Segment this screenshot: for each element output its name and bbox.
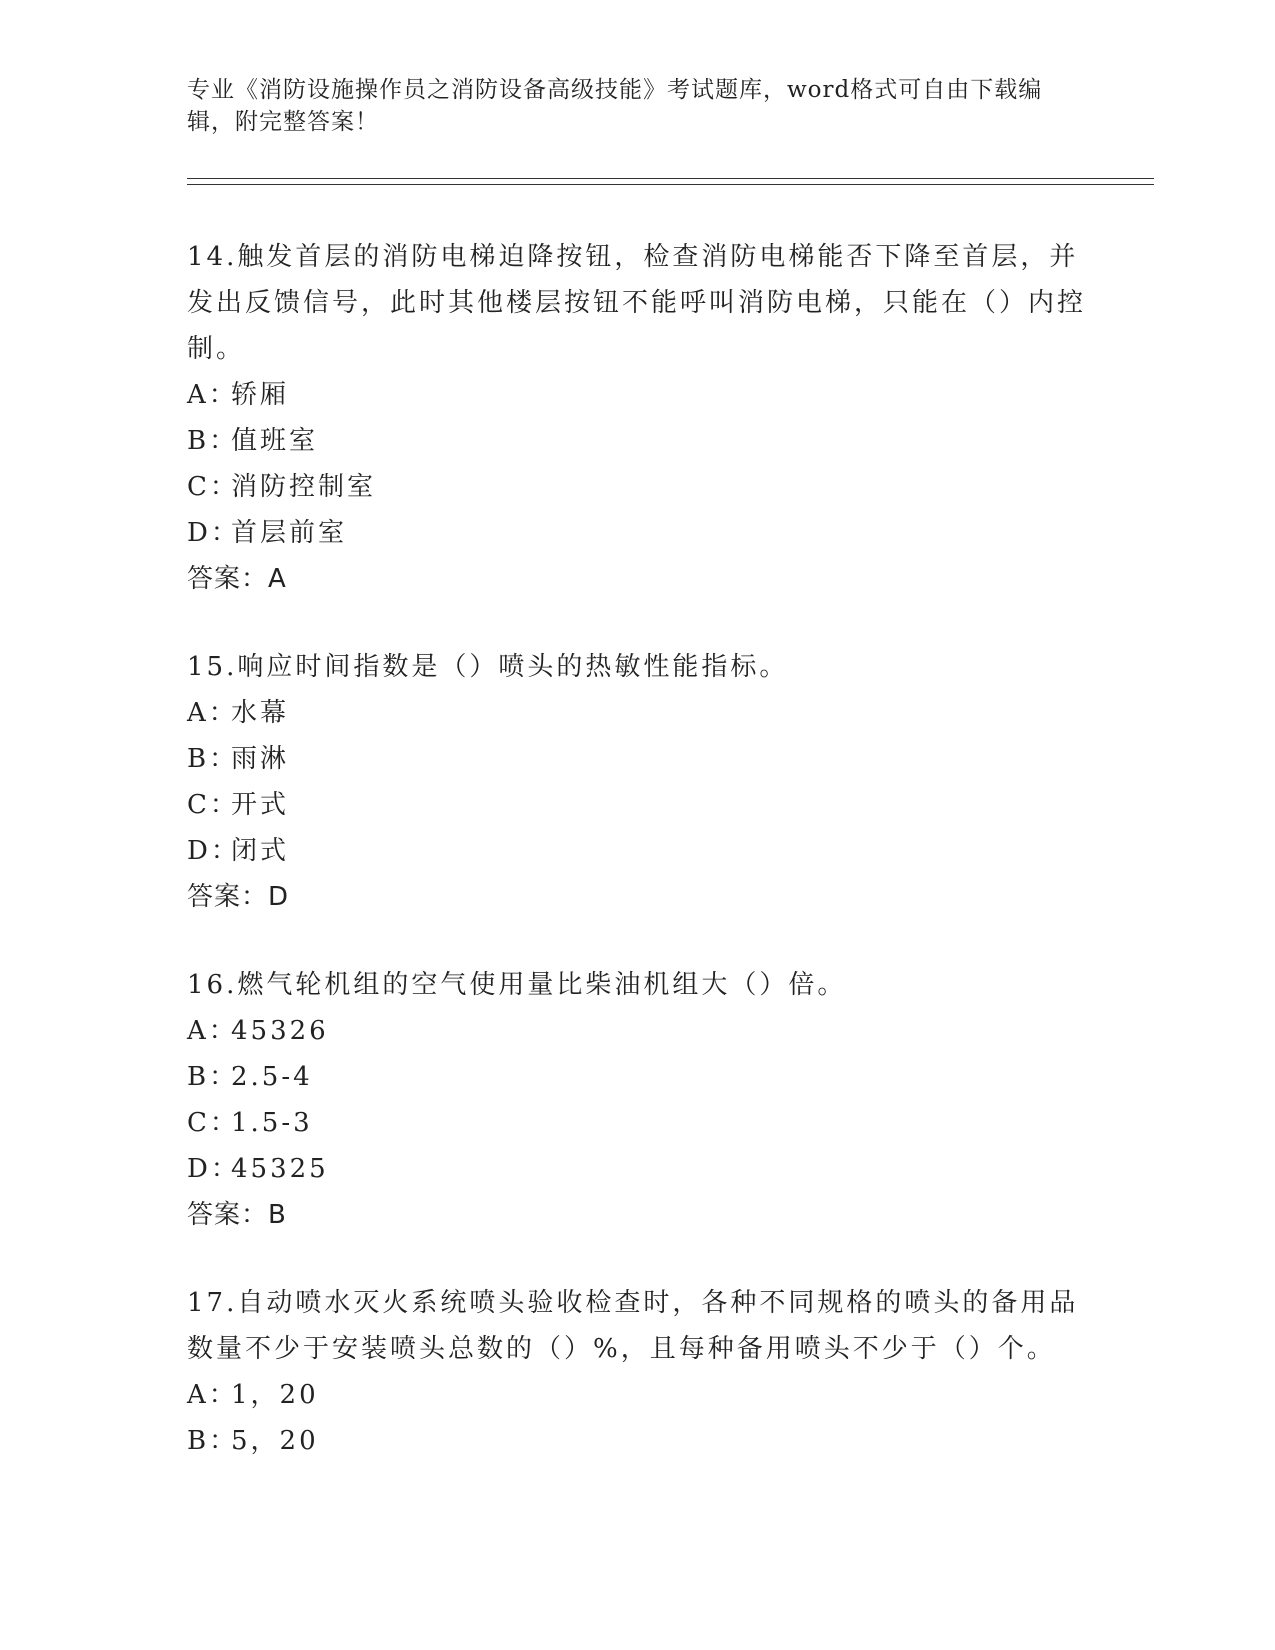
option-text: 1，20 — [231, 1380, 319, 1410]
option-text: 消防控制室 — [231, 472, 377, 502]
option-text: 5，20 — [231, 1426, 319, 1456]
option-text: 2.5-4 — [231, 1062, 313, 1092]
option-c — [187, 782, 1087, 828]
option-text: 值班室 — [231, 426, 319, 456]
question-list — [187, 234, 1087, 1506]
option-text: 45326 — [231, 1016, 329, 1046]
option-a — [187, 690, 1087, 736]
header-divider — [187, 178, 1154, 185]
question-stem: 15.响应时间指数是（）喷头的热敏性能指标。 — [187, 652, 789, 682]
answer-line: 答案：D — [187, 882, 290, 912]
question-14 — [187, 234, 1087, 602]
option-letter: C： — [187, 1108, 239, 1138]
option-letter: D： — [187, 518, 240, 548]
option-letter: D： — [187, 836, 240, 866]
question-stem: 16.燃气轮机组的空气使用量比柴油机组大（）倍。 — [187, 970, 847, 1000]
option-a — [187, 1372, 1087, 1418]
option-text: 开式 — [231, 790, 290, 820]
option-letter: A： — [187, 1380, 238, 1410]
option-a — [187, 372, 1087, 418]
option-a — [187, 1008, 1087, 1054]
option-letter: A： — [187, 380, 238, 410]
answer-line: 答案：A — [187, 564, 287, 594]
option-d — [187, 510, 1087, 556]
question-17 — [187, 1280, 1087, 1464]
option-text: 45325 — [231, 1154, 329, 1184]
option-b — [187, 736, 1087, 782]
option-letter: B： — [187, 426, 239, 456]
option-letter: A： — [187, 698, 238, 728]
answer-line: 答案：B — [187, 1200, 287, 1230]
option-letter: C： — [187, 472, 239, 502]
option-c — [187, 1100, 1087, 1146]
question-15 — [187, 644, 1087, 920]
option-c — [187, 464, 1087, 510]
option-letter: B： — [187, 1062, 239, 1092]
option-text: 水幕 — [231, 698, 290, 728]
question-16 — [187, 962, 1087, 1238]
option-d — [187, 1146, 1087, 1192]
option-text: 闭式 — [231, 836, 290, 866]
option-letter: B： — [187, 744, 239, 774]
option-text: 雨淋 — [231, 744, 290, 774]
option-letter: A： — [187, 1016, 238, 1046]
document-header: 专业《消防设施操作员之消防设备高级技能》考试题库，word格式可自由下载编辑，附完整答案！ — [187, 77, 1043, 135]
option-letter: B： — [187, 1426, 239, 1456]
option-letter: D： — [187, 1154, 240, 1184]
option-text: 1.5-3 — [231, 1108, 313, 1138]
question-stem: 14.触发首层的消防电梯迫降按钮，检查消防电梯能否下降至首层，并发出反馈信号，此时其他楼层按钮不能呼叫消防电梯，只能在（）内控制。 — [187, 242, 1087, 364]
option-b — [187, 418, 1087, 464]
option-b — [187, 1054, 1087, 1100]
question-stem: 17.自动喷水灭火系统喷头验收检查时，各种不同规格的喷头的备用品数量不少于安装喷头总数的（）%，且每种备用喷头不少于（）个。 — [187, 1288, 1079, 1364]
option-b — [187, 1418, 1087, 1464]
option-text: 首层前室 — [231, 518, 348, 548]
option-letter: C： — [187, 790, 239, 820]
option-text: 轿厢 — [231, 380, 290, 410]
option-d — [187, 828, 1087, 874]
